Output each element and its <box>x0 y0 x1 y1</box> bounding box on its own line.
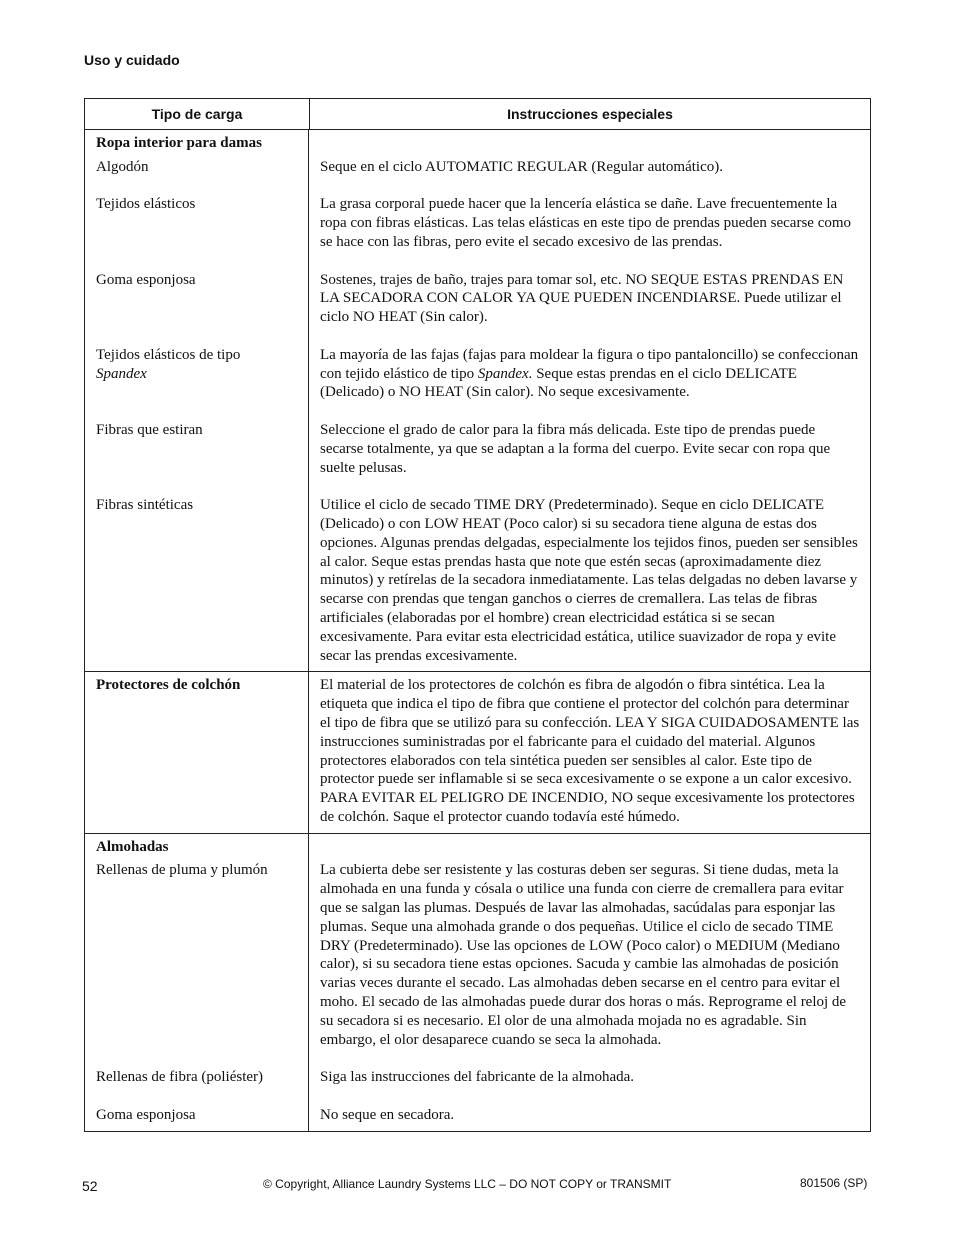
load-type-cell <box>85 130 309 671</box>
instruction-text: La grasa corporal puede hacer que la lencería elástica se dañe. Lave frecuentemente la ropa con fibras elásticas. Las telas elásticas en este tipo de prendas pueden secarse como se hace con las fibras, pero evite el secado excesivo de las prendas. <box>320 196 852 250</box>
load-type-label: Fibras que estiran <box>96 421 203 438</box>
load-type-label: Goma esponjosa <box>96 271 196 288</box>
instruction-text: Seleccione el grado de calor para la fibra más delicada. Este tipo de prendas puede secarse totalmente, ya que se adaptan a la forma del cuerpo. Evite secar con ropa que suelte pelusas. <box>320 421 831 476</box>
load-type-label: Tejidos elásticos de tipo <box>96 346 241 363</box>
group-title: Protectores de colchón <box>96 677 241 694</box>
copyright-notice: © Copyright, Alliance Laundry Systems LLC – DO NOT COPY or TRANSMIT <box>263 1177 672 1191</box>
section-title: Uso y cuidado <box>84 52 180 68</box>
instructions-cell <box>309 834 870 1131</box>
header-special-instructions: Instrucciones especiales <box>507 106 673 122</box>
group-title: Almohadas <box>96 838 169 855</box>
table-row <box>85 672 870 833</box>
load-type-cell <box>85 672 309 832</box>
document-number: 801506 (SP) <box>800 1176 868 1190</box>
group-title: Ropa interior para damas <box>96 135 262 151</box>
instruction-text: La cubierta debe ser resistente y las costuras deben ser seguras. Si tiene dudas, meta la almohada en una funda y cósala o utilice una funda con cierre de cremallera para evitar que se salgan las plumas. Después de lavar las almohadas, sacúdalas para esponjar las plumas. Seque una almohada grande o dos pequeñas. Utilice el ciclo de secado TIME DRY (Predeterminado). Use las opciones de LOW (Poco calor) o MEDIUM (Mediano calor), si su secadora tiene estas opciones. Sacuda y cambie las almohadas de posición varias veces durante el secado. Las almohadas deben secarse en el centro para evitar el moho. El secado de las almohadas puede durar dos horas o más. Reprograme el reloj de su secadora si es necesario. El olor de una almohada mojada no es agradable. Sin embargo, el olor desaparece cuando se seca la almohada. <box>320 862 847 1048</box>
page-number: 52 <box>82 1178 98 1194</box>
instruction-text: Sostenes, trajes de baño, trajes para tomar sol, etc. NO SEQUE ESTAS PRENDAS EN LA SECADORA CON CALOR YA QUE PUEDEN INCENDIARSE. Puede utilizar el ciclo NO HEAT (Sin calor). <box>320 271 844 326</box>
table-header <box>85 99 870 130</box>
header-load-type: Tipo de carga <box>85 99 310 129</box>
load-type-label: Tejidos elásticos <box>96 196 196 213</box>
load-type-label: Rellenas de pluma y plumón <box>96 862 268 879</box>
table-row <box>85 130 870 672</box>
load-type-label: Rellenas de fibra (poliéster) <box>96 1069 264 1086</box>
instructions-cell <box>309 130 870 671</box>
load-type-cell <box>85 834 309 1131</box>
instruction-text: El material de los protectores de colchón es fibra de algodón o fibra sintética. Lea la etiqueta que indica el tipo de fibra que contiene el protector del colchón para determinar el tipo de fibra que se utilizó para su confección. LEA Y SIGA CUIDADOSAMENTE las instrucciones suministradas por el fabricante para el cuidado del material. Algunos protectores elaborados con tela sintética pueden ser sensibles al calor. Este tipo de protector puede ser inflamable si se seca excesivamente o se expone a un calor excesivo. PARA EVITAR EL PELIGRO DE INCENDIO, NO seque excesivamente los protectores de colchón. Saque el protector cuando todavía esté húmedo. <box>320 677 860 825</box>
load-type-label: Algodón <box>96 158 149 175</box>
instructions-cell <box>309 672 870 832</box>
load-type-label: Fibras sintéticas <box>96 497 194 514</box>
instruction-text: La mayoría de las fajas (fajas para moldear la figura o tipo pantaloncillo) se confeccionan con tejido elástico de tipo Spandex. Seque estas prendas en el ciclo DELICATE (Delicado) o NO HEAT (Sin calor). No seque excesivamente. <box>320 346 859 401</box>
instruction-text: No seque en secadora. <box>320 1106 455 1123</box>
load-type-label: Goma esponjosa <box>96 1106 196 1123</box>
load-type-label-italic: Spandex <box>96 365 147 382</box>
care-table <box>84 98 871 1132</box>
instruction-text: Utilice el ciclo de secado TIME DRY (Predeterminado). Seque en ciclo DELICATE (Delicado) o con LOW HEAT (Poco calor) si su secadora tiene alguna de estas dos opciones. Algunas prendas delgadas, especialmente los tejidos finos, pueden ser sensibles al calor. Seque estas prendas hasta que note que estén secas (aproximadamente diez minutos) y retírelas de la secadora inmediatamente. Las telas delgadas no deben lavarse y secarse con prendas que tengan ganchos o cierres de cremallera. Las telas de fibras artificiales (elaboradas por el hombre) crean electricidad estática si se secan excesivamente. Para evitar esta electricidad estática, utilice suavizador de ropa y evite secar las prendas excesivamente. <box>320 497 858 664</box>
instruction-text: Seque en el ciclo AUTOMATIC REGULAR (Regular automático). <box>320 158 723 175</box>
instruction-text: Siga las instrucciones del fabricante de la almohada. <box>320 1069 635 1086</box>
table-row <box>85 834 870 1131</box>
